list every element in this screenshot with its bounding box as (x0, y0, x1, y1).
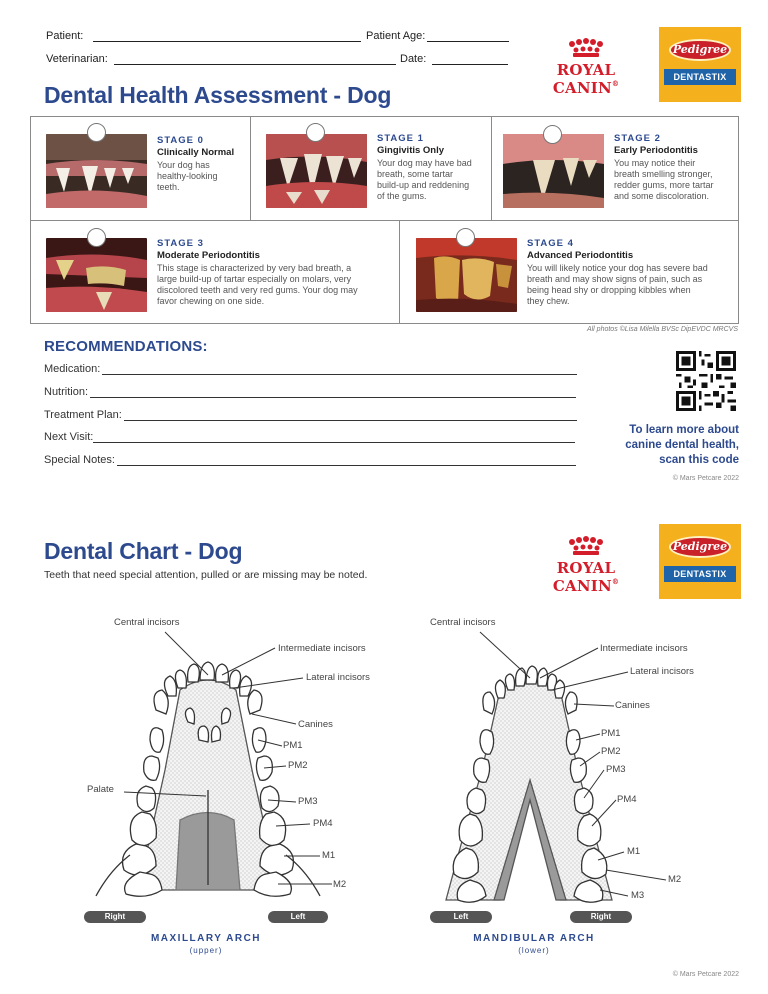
patient-age-field[interactable] (366, 30, 509, 42)
maxillary-arch-subtitle: (upper) (189, 946, 223, 955)
stages-grid (30, 116, 739, 324)
patient-line[interactable] (93, 31, 361, 42)
stage-2-photo (503, 134, 604, 208)
stage-2-description: You may notice their breath smelling stronger, redder gums, more tartar and some discoloration. (614, 158, 714, 201)
veterinarian-field[interactable] (46, 53, 396, 65)
stage-3-photo (46, 238, 147, 312)
patient-age-line[interactable] (427, 31, 509, 42)
stage-4-description: You will likely notice your dog has severe bad breath and may show signs of pain, such as being head shy or dropping kibbles when they chew. (527, 263, 708, 306)
patient-field[interactable] (46, 30, 361, 42)
stage-3-description: This stage is characterized by very bad breath, a large build-up of tartar especially on molars, very discolored teeth and very red gums. Your dog may favor chewing on one side. (157, 263, 358, 306)
max-pm2-label: PM2 (288, 760, 308, 771)
dentastix-text: DENTASTIX (664, 566, 736, 582)
mand-central-incisors-label: Central incisors (430, 617, 496, 628)
patient-label: Patient: (46, 30, 84, 42)
nutrition-line[interactable] (90, 387, 576, 398)
nutrition-field[interactable] (44, 386, 576, 398)
qr-code[interactable] (676, 351, 736, 411)
mand-lateral-incisors-label: Lateral incisors (630, 666, 694, 677)
registered-mark: ® (611, 79, 620, 88)
pedigree-text: Pedigree (669, 536, 731, 558)
medication-label: Medication: (44, 363, 101, 375)
next-visit-field[interactable] (44, 431, 575, 443)
mand-canines-label: Canines (615, 700, 650, 711)
stage-2-number: STAGE 2 (614, 133, 661, 144)
max-lateral-incisors-label: Lateral incisors (306, 672, 370, 683)
stage-col-divider (250, 117, 251, 220)
mandibular-arch-title: MANDIBULAR ARCH (473, 933, 595, 944)
nutrition-label: Nutrition: (44, 386, 89, 398)
max-pm1-label: PM1 (283, 740, 303, 751)
copyright-bottom: © Mars Petcare 2022 (672, 971, 739, 978)
stage-row-divider (31, 220, 738, 221)
max-m1-label: M1 (322, 850, 336, 861)
photo-credit: All photos ©Lisa Milella BVSc DipEVDC MRCVS (586, 326, 738, 333)
mandibular-arch-drawing (446, 666, 612, 902)
stage-3-name: Moderate Periodontitis (157, 250, 260, 261)
pedigree-dentastix-logo (659, 27, 741, 102)
stage-1-checkbox[interactable] (306, 123, 325, 142)
patient-age-label: Patient Age: (366, 30, 426, 42)
special-notes-line[interactable] (117, 455, 576, 466)
max-m2-label: M2 (333, 879, 347, 890)
registered-mark: ® (611, 577, 620, 586)
stage-0-description: Your dog has healthy-looking teeth. (157, 160, 218, 192)
max-pm4-label: PM4 (313, 818, 333, 829)
recommendations-title: RECOMMENDATIONS: (44, 338, 208, 355)
stage-0-number: STAGE 0 (157, 135, 204, 146)
maxillary-left-tag: Left (268, 911, 328, 923)
stage-3-number: STAGE 3 (157, 238, 204, 249)
palate-label: Palate (87, 784, 114, 795)
learn-more-text: To learn more about canine dental health, scan this code (625, 424, 739, 466)
stage-0-name: Clinically Normal (157, 147, 235, 158)
date-label: Date: (400, 53, 427, 65)
royal-canin-text: ROYAL CANIN (552, 61, 616, 97)
stage-0-photo (46, 134, 147, 208)
royal-canin-logo-2 (526, 536, 646, 595)
treatment-plan-field[interactable] (44, 409, 577, 421)
stage-2-name: Early Periodontitis (614, 145, 698, 156)
mand-m3-label: M3 (631, 890, 645, 901)
copyright-top: © Mars Petcare 2022 (672, 475, 739, 482)
crown-icon (566, 38, 606, 60)
next-visit-label: Next Visit: (44, 431, 94, 443)
pedigree-text: Pedigree (669, 39, 731, 61)
mand-intermediate-incisors-label: Intermediate incisors (600, 643, 688, 654)
stage-1-photo (266, 134, 367, 208)
mand-pm4-label: PM4 (617, 794, 637, 805)
mandibular-right-tag: Right (570, 911, 632, 923)
stage-col-divider (399, 220, 400, 324)
mand-pm2-label: PM2 (601, 746, 621, 757)
max-canines-label: Canines (298, 719, 333, 730)
crown-icon (566, 536, 606, 558)
stage-2-checkbox[interactable] (543, 125, 562, 144)
maxillary-arch-title: MAXILLARY ARCH (150, 933, 262, 944)
mand-pm1-label: PM1 (601, 728, 621, 739)
mandibular-left-tag: Left (430, 911, 492, 923)
stage-1-description: Your dog may have bad breath, some tartar build-up and reddening of the gums. (377, 158, 472, 201)
royal-canin-logo (526, 38, 646, 97)
treatment-plan-label: Treatment Plan: (44, 409, 122, 421)
assessment-title: Dental Health Assessment - Dog (44, 82, 392, 108)
medication-field[interactable] (44, 363, 577, 375)
stage-1-name: Gingivitis Only (377, 145, 445, 156)
stage-4-number: STAGE 4 (527, 238, 574, 249)
dental-chart-subtitle: Teeth that need special attention, pulled or are missing may be noted. (44, 569, 368, 581)
dental-chart-title: Dental Chart - Dog (44, 538, 243, 564)
mand-m1-label: M1 (627, 846, 641, 857)
treatment-plan-line[interactable] (124, 410, 577, 421)
stage-1-number: STAGE 1 (377, 133, 424, 144)
date-line[interactable] (432, 54, 508, 65)
veterinarian-label: Veterinarian: (46, 53, 108, 65)
stage-col-divider (491, 117, 492, 220)
stage-3-checkbox[interactable] (87, 228, 106, 247)
medication-line[interactable] (102, 364, 577, 375)
next-visit-line[interactable] (93, 432, 575, 443)
mand-m2-label: M2 (668, 874, 682, 885)
special-notes-label: Special Notes: (44, 454, 115, 466)
royal-canin-text: ROYAL CANIN (552, 559, 616, 595)
stage-0-checkbox[interactable] (87, 123, 106, 142)
dentastix-text: DENTASTIX (664, 69, 736, 85)
special-notes-field[interactable] (44, 454, 576, 466)
maxillary-arch-drawing (96, 662, 320, 896)
max-central-incisors-label: Central incisors (114, 617, 180, 628)
stage-4-name: Advanced Periodontitis (527, 250, 634, 261)
maxillary-right-tag: Right (84, 911, 146, 923)
stage-4-photo (416, 238, 517, 312)
stage-4-checkbox[interactable] (456, 228, 475, 247)
date-field[interactable] (400, 53, 508, 65)
veterinarian-line[interactable] (114, 54, 396, 65)
max-pm3-label: PM3 (298, 796, 318, 807)
mandibular-arch-subtitle: (lower) (518, 946, 550, 955)
max-intermediate-incisors-label: Intermediate incisors (278, 643, 366, 654)
pedigree-dentastix-logo-2 (659, 524, 741, 599)
mand-pm3-label: PM3 (606, 764, 626, 775)
